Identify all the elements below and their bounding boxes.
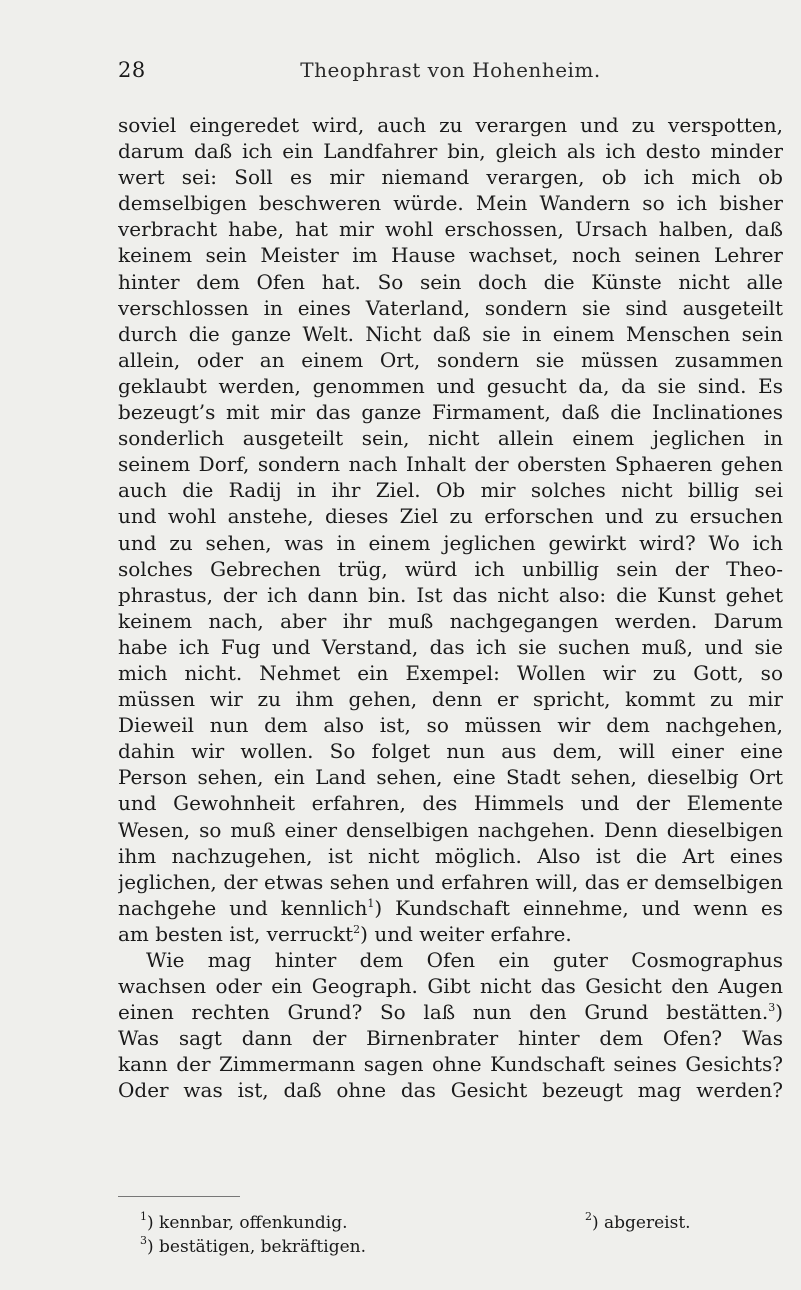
text-line: bezeugt’s mit mir das ganze Firmament, daß die Inclinationes <box>118 400 783 425</box>
text-line: Person sehen, ein Land sehen, eine Stadt sehen, dieselbig Ort <box>118 765 783 790</box>
text-line: müssen wir zu ihm gehen, denn er spricht, kommt zu mir <box>118 687 783 712</box>
text-line: darum daß ich ein Landfahrer bin, gleich als ich desto minder <box>118 139 783 164</box>
footnote-1 <box>140 1210 348 1233</box>
text-fragment: am besten ist, verruckt <box>118 921 354 946</box>
text-line: wert sei: Soll es mir niemand verargen, ob ich mich ob <box>118 165 783 190</box>
text-line: seinem Dorf, sondern nach Inhalt der obersten Sphaeren gehen <box>118 452 783 477</box>
text-line-with-footnote <box>118 895 783 921</box>
text-line: wachsen oder ein Geograph. Gibt nicht das Gesicht den Augen <box>118 974 783 999</box>
page-number: 28 <box>118 58 146 82</box>
footnote-text: ) abgereist. <box>592 1213 691 1233</box>
text-fragment: ) und weiter erfahre. <box>360 921 572 946</box>
text-fragment: einen rechten Grund? So laß nun den Grund bestätten. <box>118 1000 769 1025</box>
text-line: keinem nach, aber ihr muß nachgegangen werden. Darum <box>118 608 783 633</box>
text-line: phrastus, der ich dann bin. Ist das nicht also: die Kunst gehet <box>118 582 783 607</box>
text-line: ihm nachzugehen, ist nicht möglich. Also ist die Art eines <box>118 843 783 868</box>
text-line: habe ich Fug und Verstand, das ich sie suchen muß, und sie <box>118 634 783 659</box>
footnotes <box>140 1211 780 1259</box>
text-line: verschlossen in eines Vaterland, sondern sie sind ausgeteilt <box>118 295 783 320</box>
text-fragment: ) <box>775 1000 783 1025</box>
text-line: auch die Radij in ihr Ziel. Ob mir solches nicht billig sei <box>118 478 783 503</box>
text-line: keinem sein Meister im Hause wachset, noch seinen Lehrer <box>118 243 783 268</box>
body-text <box>118 112 783 1104</box>
text-fragment: nachgehe und kennlich <box>118 895 368 920</box>
running-head <box>118 58 783 90</box>
text-line: allein, oder an einem Ort, sondern sie müssen zusammen <box>118 347 783 372</box>
text-line: durch die ganze Welt. Nicht daß sie in einem Menschen sein <box>118 321 783 346</box>
text-line: jeglichen, der etwas sehen und erfahren will, das er demselbigen <box>118 869 783 894</box>
footnote-marker: 2 <box>585 1210 592 1223</box>
text-line: Was sagt dann der Birnenbrater hinter dem Ofen? Was <box>118 1026 783 1051</box>
footnote-marker: 1 <box>367 896 375 910</box>
footnote-marker: 3 <box>768 1001 776 1015</box>
footnote-marker: 2 <box>353 922 361 936</box>
footnote-divider <box>118 1196 240 1197</box>
footnote-row <box>140 1211 780 1235</box>
text-line-with-footnote <box>118 921 783 947</box>
text-fragment: ) Kundschaft einnehme, und wenn es <box>374 895 783 920</box>
text-line: verbracht habe, hat mir wohl erschossen, Ursach halben, daß <box>118 217 783 242</box>
text-line: und wohl anstehe, dieses Ziel zu erforschen und zu ersuchen <box>118 504 783 529</box>
text-line: dahin wir wollen. So folget nun aus dem, will einer eine <box>118 739 783 764</box>
text-line: soviel eingeredet wird, auch zu verargen und zu verspotten, <box>118 113 783 137</box>
running-title: Theophrast von Hohenheim. <box>300 58 601 82</box>
footnote-row <box>140 1235 780 1259</box>
footnote-marker: 1 <box>140 1210 147 1223</box>
footnote-text: ) bestätigen, bekräftigen. <box>147 1237 366 1257</box>
text-line: und zu sehen, was in einem jeglichen gewirkt wird? Wo ich <box>118 530 783 555</box>
footnote-3 <box>140 1234 366 1257</box>
text-line-with-footnote <box>118 999 783 1025</box>
text-line: solches Gebrechen trüg, würd ich unbillig sein der Theo- <box>118 556 783 581</box>
text-line: kann der Zimmermann sagen ohne Kundschaft seines Gesichts? <box>118 1052 783 1077</box>
text-line: geklaubt werden, genommen und gesucht da, da sie sind. Es <box>118 373 783 398</box>
text-line: Oder was ist, daß ohne das Gesicht bezeugt mag werden? <box>118 1078 783 1103</box>
text-line: hinter dem Ofen hat. So sein doch die Künste nicht alle <box>118 269 783 294</box>
paragraph-first-line: Wie mag hinter dem Ofen ein guter Cosmographus <box>146 948 783 972</box>
text-line: sonderlich ausgeteilt sein, nicht allein einem jeglichen in <box>118 426 783 451</box>
text-line: Wesen, so muß einer denselbigen nachgehen. Denn dieselbigen <box>118 817 783 842</box>
text-line: mich nicht. Nehmet ein Exempel: Wollen wir zu Gott, so <box>118 660 783 685</box>
text-line: demselbigen beschweren würde. Mein Wandern so ich bisher <box>118 191 783 216</box>
text-line: und Gewohnheit erfahren, des Himmels und der Elemente <box>118 791 783 816</box>
text-line: Dieweil nun dem also ist, so müssen wir dem nachgehen, <box>118 713 783 738</box>
footnote-2 <box>585 1211 691 1235</box>
footnote-text: ) kennbar, offenkundig. <box>147 1213 348 1233</box>
footnote-marker: 3 <box>140 1234 147 1247</box>
